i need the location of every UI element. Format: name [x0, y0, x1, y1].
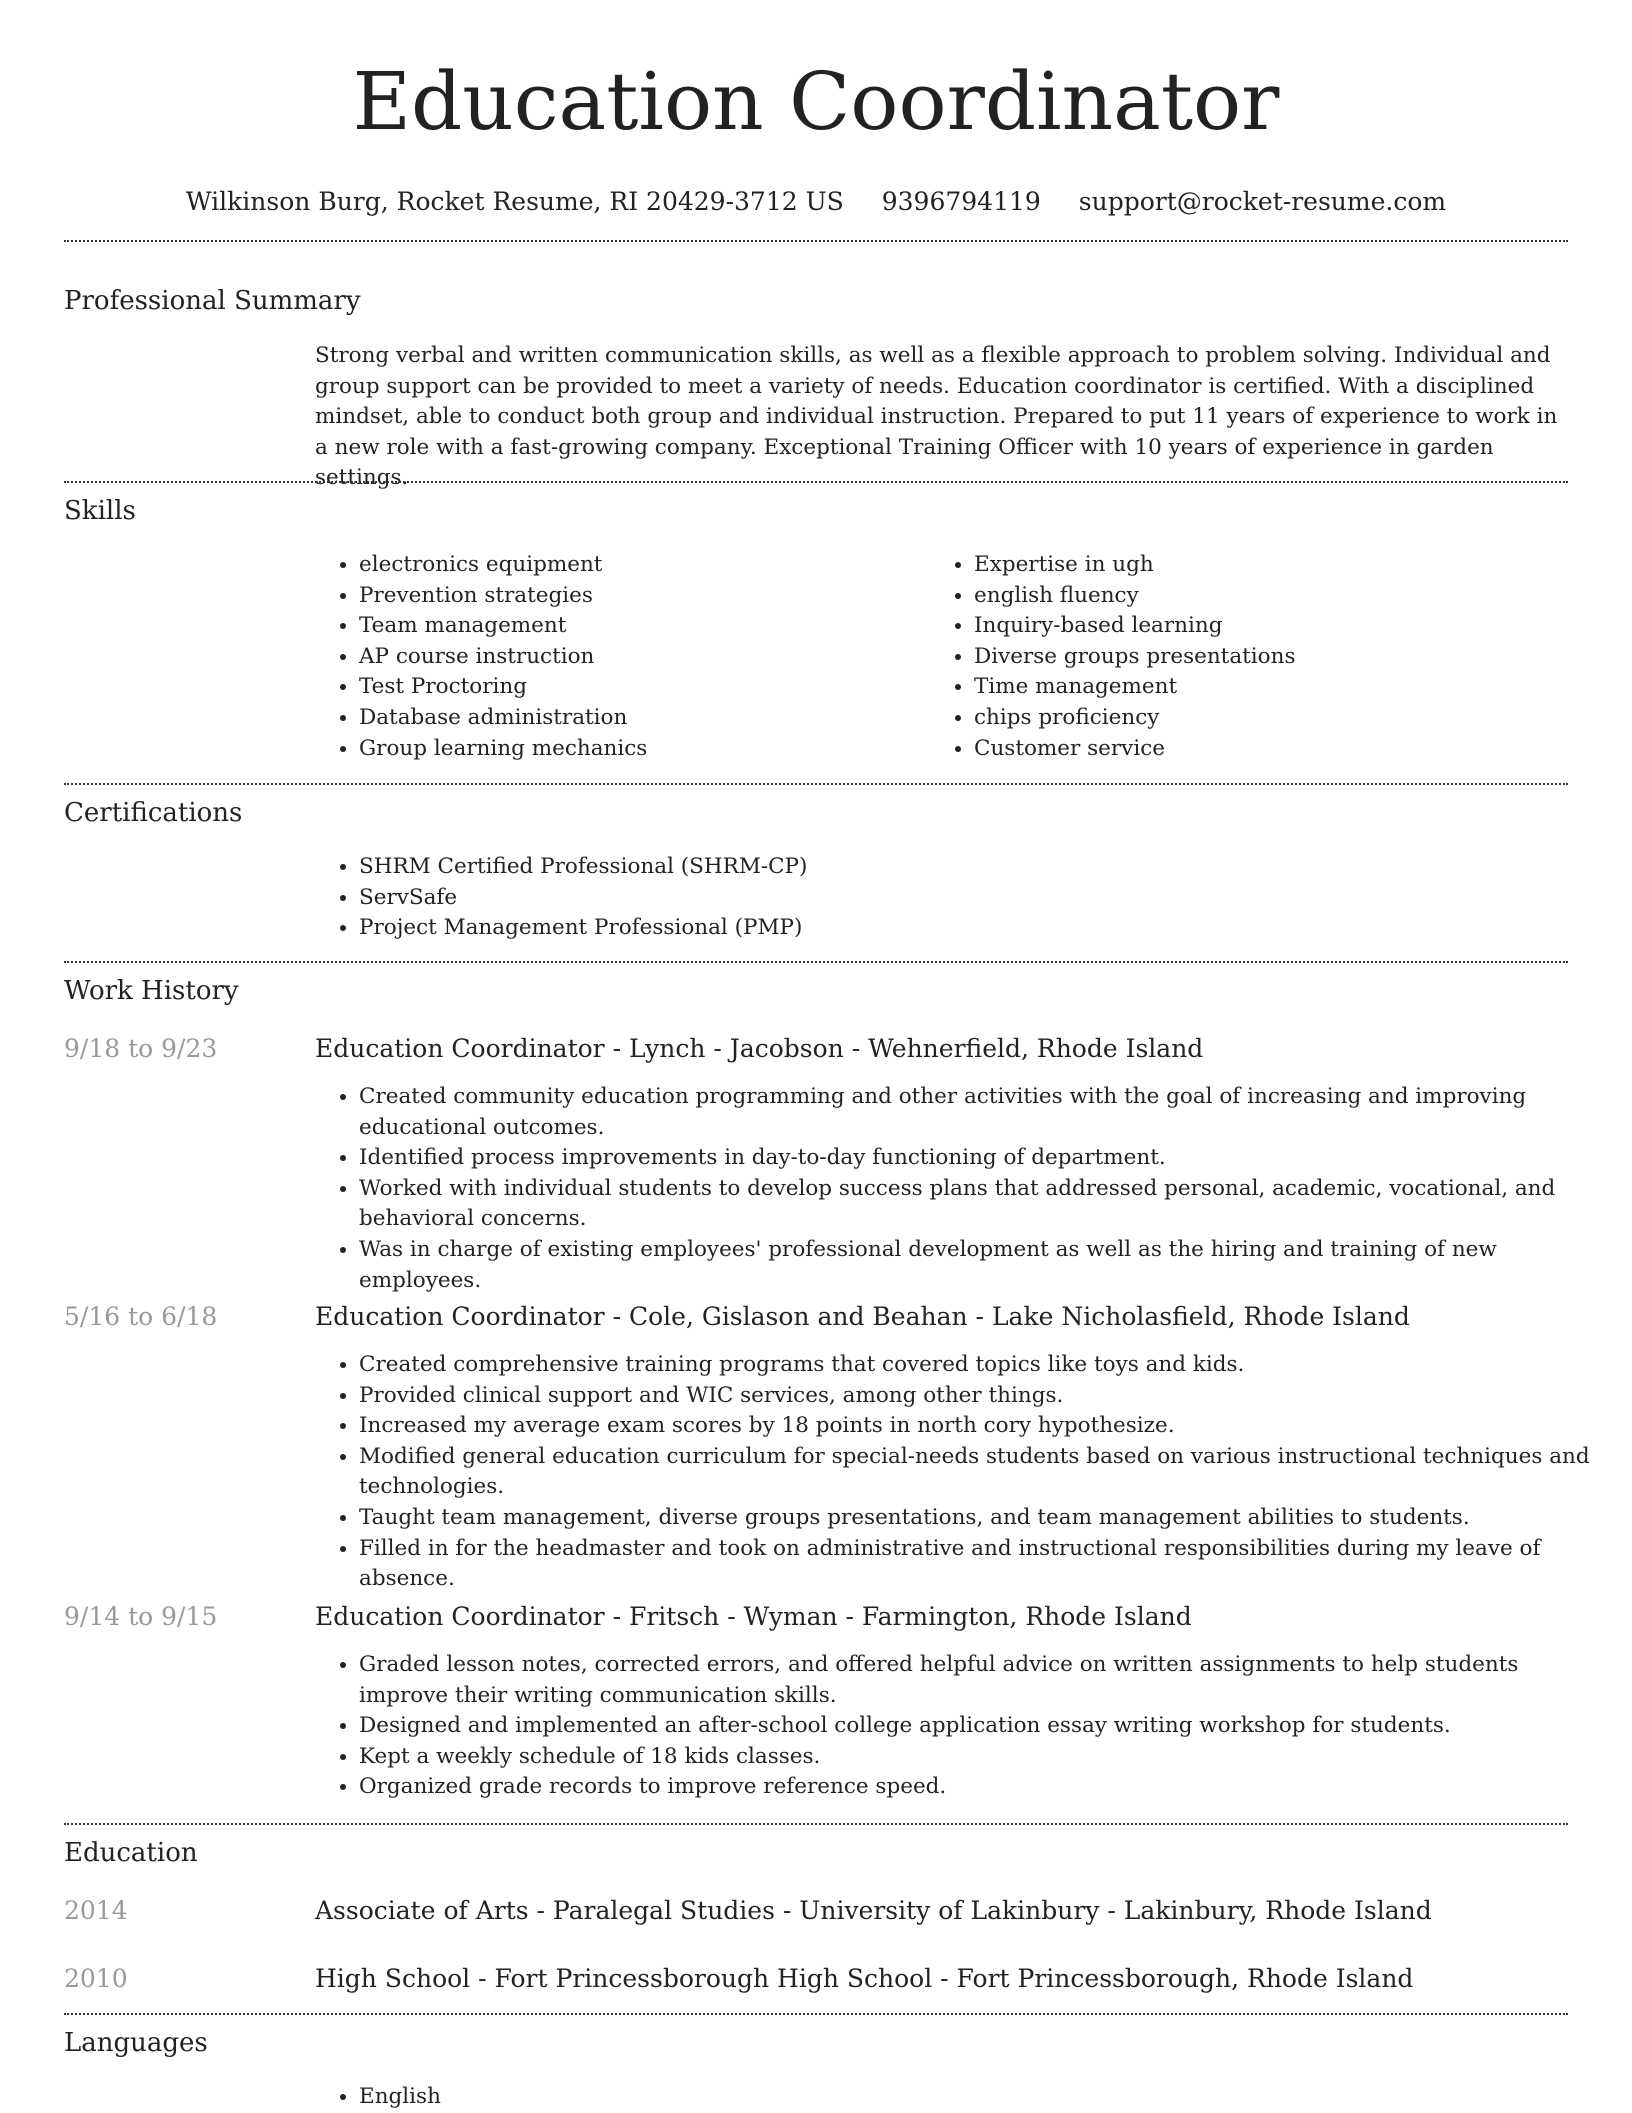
- skill-item: • Database administration: [359, 703, 919, 734]
- job-bullet: • Taught team management, diverse groups presentations, and team management abilities to students.: [359, 1503, 1609, 1534]
- divider: [64, 961, 1568, 963]
- skill-item: • Test Proctoring: [359, 672, 919, 703]
- job-details: - Fritsch - Wyman - Farmington, Rhode Island: [604, 1602, 1192, 1631]
- job-bullets: [315, 1082, 1609, 1296]
- contact-line: [0, 184, 1632, 220]
- skills-list-right: [930, 550, 1534, 764]
- certifications-list: [315, 852, 1609, 944]
- job-bullet: • Graded lesson notes, corrected errors, and offered helpful advice on written assignments to help students improve their writing communication skills.: [359, 1650, 1609, 1711]
- divider: [64, 1823, 1568, 1825]
- job-bullet: • Created community education programming and other activities with the goal of increasing and improving educational outcomes.: [359, 1082, 1609, 1143]
- job-bullet: • Kept a weekly schedule of 18 kids classes.: [359, 1742, 1609, 1773]
- skill-item: • english fluency: [974, 581, 1534, 612]
- job-bullet: • Increased my average exam scores by 18 points in north cory hypothesize.: [359, 1411, 1609, 1442]
- job-bullet: • Modified general education curriculum for special-needs students based on various instructional techniques and technologies.: [359, 1442, 1609, 1503]
- education-degree: High School: [315, 1964, 471, 1993]
- languages-list: [315, 2082, 1609, 2113]
- job-role: Education Coordinator: [315, 1602, 605, 1631]
- skill-item: • Time management: [974, 672, 1534, 703]
- job-title: [315, 1599, 1192, 1635]
- divider: [64, 481, 1568, 483]
- skill-item: • Prevention strategies: [359, 581, 919, 612]
- job-bullet: • Provided clinical support and WIC services, among other things.: [359, 1381, 1609, 1412]
- certification-item: • ServSafe: [359, 883, 1609, 914]
- job-title: [315, 1299, 1410, 1335]
- skill-item: • chips proficiency: [974, 703, 1534, 734]
- contact-email: support@rocket-resume.com: [1078, 187, 1447, 216]
- education-year: 2010: [64, 1964, 128, 1993]
- resume-name: Education Coordinator: [352, 55, 1280, 148]
- job-details: - Lynch - Jacobson - Wehnerfield, Rhode Island: [604, 1034, 1204, 1063]
- summary-text: Strong verbal and written communication skills, as well as a flexible approach to problem solving. Individual and group support can be provided to meet a variety of needs. Education coordinator is certified. With a disciplined mindset, able to conduct both group and individual instruction. Prepared to put 11 years of experience to work in a new role with a fast-growing company. Exceptional Training Officer with 10 years of experience in garden settings.: [315, 343, 1558, 490]
- job-bullet: • Was in charge of existing employees' professional development as well as the hiring and training of new employees.: [359, 1235, 1609, 1296]
- contact-phone: 9396794119: [881, 187, 1041, 216]
- job-bullet: • Organized grade records to improve reference speed.: [359, 1772, 1609, 1803]
- divider: [64, 783, 1568, 785]
- education-details: - Paralegal Studies - University of Lakinbury - Lakinbury, Rhode Island: [528, 1896, 1432, 1925]
- skill-item: • Customer service: [974, 734, 1534, 765]
- skill-item: • Inquiry-based learning: [974, 611, 1534, 642]
- skill-item: • Expertise in ugh: [974, 550, 1534, 581]
- certification-item: • Project Management Professional (PMP): [359, 913, 1609, 944]
- job-bullets: [315, 1650, 1609, 1803]
- job-dates: 9/18 to 9/23: [64, 1034, 218, 1063]
- language-item: • English: [359, 2082, 1609, 2113]
- job-bullets: [315, 1350, 1609, 1595]
- certification-item: • SHRM Certified Professional (SHRM-CP): [359, 852, 1609, 883]
- education-degree: Associate of Arts: [315, 1896, 529, 1925]
- skill-item: • Diverse groups presentations: [974, 642, 1534, 673]
- education-year: 2014: [64, 1896, 128, 1925]
- contact-address: Wilkinson Burg, Rocket Resume, RI 20429-3712 US: [185, 187, 844, 216]
- job-bullet: • Identified process improvements in day-to-day functioning of department.: [359, 1143, 1609, 1174]
- education-entry: [315, 1893, 1432, 1929]
- summary-heading: Professional Summary: [64, 286, 361, 316]
- skills-heading: Skills: [64, 496, 136, 526]
- job-role: Education Coordinator: [315, 1302, 605, 1331]
- education-heading: Education: [64, 1838, 198, 1868]
- skill-item: • Group learning mechanics: [359, 734, 919, 765]
- job-dates: 9/14 to 9/15: [64, 1602, 218, 1631]
- skills-list-left: [315, 550, 919, 764]
- skill-item: • AP course instruction: [359, 642, 919, 673]
- divider: [64, 240, 1568, 242]
- languages-heading: Languages: [64, 2028, 208, 2058]
- job-bullet: • Filled in for the headmaster and took on administrative and instructional responsibilities during my leave of absence.: [359, 1534, 1609, 1595]
- job-details: - Cole, Gislason and Beahan - Lake Nicholasfield, Rhode Island: [604, 1302, 1410, 1331]
- skill-item: • electronics equipment: [359, 550, 919, 581]
- job-title: [315, 1031, 1203, 1067]
- education-details: - Fort Princessborough High School - Fort Princessborough, Rhode Island: [470, 1964, 1414, 1993]
- skill-item: • Team management: [359, 611, 919, 642]
- job-bullet: • Worked with individual students to develop success plans that addressed personal, academic, vocational, and behavioral concerns.: [359, 1174, 1609, 1235]
- job-dates: 5/16 to 6/18: [64, 1302, 218, 1331]
- education-entry: [315, 1961, 1413, 1997]
- job-bullet: • Created comprehensive training programs that covered topics like toys and kids.: [359, 1350, 1609, 1381]
- divider: [64, 2013, 1568, 2015]
- work-history-heading: Work History: [64, 976, 239, 1006]
- job-role: Education Coordinator: [315, 1034, 605, 1063]
- job-bullet: • Designed and implemented an after-school college application essay writing workshop for students.: [359, 1711, 1609, 1742]
- certifications-heading: Certifications: [64, 798, 243, 828]
